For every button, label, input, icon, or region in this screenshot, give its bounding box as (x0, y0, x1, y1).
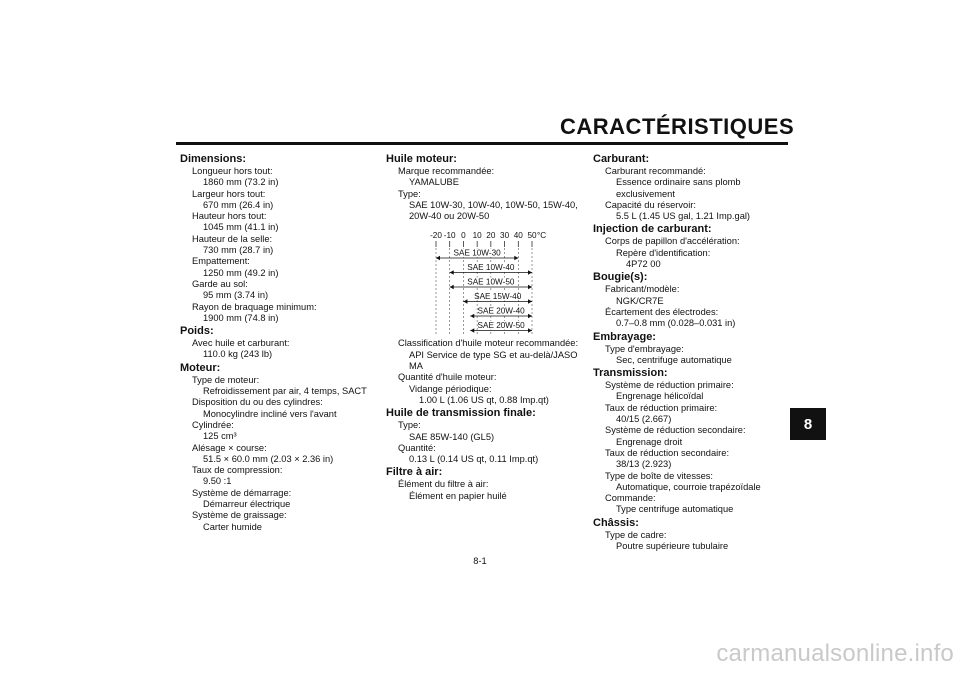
spec-value: 0.13 L (0.14 US qt, 0.11 Imp.qt) (409, 454, 539, 465)
spec-value: 9.50 :1 (203, 476, 232, 487)
watermark: carmanualsonline.info (716, 640, 954, 667)
spec-label: Système de graissage: (192, 510, 287, 521)
column-2 (386, 152, 586, 502)
spec-label: Alésage × course: (192, 442, 267, 453)
spec-value: YAMALUBE (409, 177, 459, 188)
transmission-heading: Transmission: (593, 367, 668, 380)
range-label: SAE 20W-50 (477, 321, 525, 331)
spec-label: Repère d'identification: (616, 247, 711, 258)
spec-value: Automatique, courroie trapézoïdale (616, 481, 761, 492)
filtre-heading: Filtre à air: (386, 466, 443, 479)
spec-value: 95 mm (3.74 in) (203, 290, 269, 301)
embrayage-heading: Embrayage: (593, 330, 656, 343)
spec-label: Hauteur hors tout: (192, 211, 267, 222)
spec-label: Fabricant/modèle: (605, 284, 680, 295)
spec-value: Engrenage hélicoïdal (616, 391, 704, 402)
range-arrow-left (470, 314, 474, 318)
spec-label: Empattement: (192, 256, 250, 267)
spec-value: Poutre supérieure tubulaire (616, 541, 729, 552)
dimensions-heading: Dimensions: (180, 153, 247, 165)
moteur-heading: Moteur: (180, 361, 221, 374)
section-tab[interactable]: 8 (790, 408, 826, 440)
x-tick-label: -10 (443, 231, 456, 241)
spec-value: 1900 mm (74.8 in) (203, 312, 279, 323)
spec-value: 730 mm (28.7 in) (203, 245, 274, 256)
spec-value: Essence ordinaire sans plomb (616, 177, 741, 188)
spec-value: 20W-40 ou 20W-50 (409, 211, 490, 222)
spec-label: Longueur hors tout: (192, 166, 273, 176)
range-label: SAE 10W-40 (467, 263, 515, 273)
spec-label: Taux de compression: (192, 465, 283, 476)
range-label: SAE 15W-40 (474, 292, 522, 302)
column-1 (180, 152, 376, 533)
spec-label: Avec huile et carburant: (192, 338, 290, 349)
spec-value: 1045 mm (41.1 in) (203, 222, 279, 233)
range-arrow-left (470, 329, 474, 333)
spec-value: 670 mm (26.4 in) (203, 199, 274, 210)
range-arrow-right (528, 314, 532, 318)
spec-label: Largeur hors tout: (192, 188, 266, 199)
spec-value: Monocylindre incliné vers l'avant (203, 408, 337, 419)
spec-value: 110.0 kg (243 lb) (203, 349, 273, 360)
spec-label: Taux de réduction secondaire: (605, 447, 730, 458)
spec-label: Type: (398, 188, 421, 199)
oil-viscosity-chart (400, 228, 570, 338)
range-arrow-right (528, 285, 532, 289)
range-arrow-right (528, 271, 532, 275)
x-tick-label: 20 (486, 231, 496, 241)
spec-value: API Service de type SG et au-delà/JASO (409, 349, 578, 360)
x-tick-label: 10 (472, 231, 482, 241)
range-arrow-left (436, 256, 440, 260)
spec-value: SAE 10W-30, 10W-40, 10W-50, 15W-40, (409, 199, 578, 210)
spec-value: 51.5 × 60.0 mm (2.03 × 2.36 in) (203, 453, 334, 464)
x-tick-label: -20 (430, 231, 442, 241)
spec-label: Système de réduction secondaire: (605, 425, 746, 436)
chassis-heading: Châssis: (593, 516, 639, 529)
spec-label: Taux de réduction primaire: (605, 402, 718, 413)
spec-label: Système de démarrage: (192, 487, 292, 498)
x-tick-label: 0 (461, 231, 466, 241)
spec-label: Cylindrée: (192, 419, 234, 430)
spec-value: Type centrifuge automatique (616, 504, 734, 515)
bougie-heading: Bougie(s): (593, 271, 648, 284)
spec-value: Refroidissement par air, 4 temps, SACT (203, 386, 367, 397)
spec-label: Carburant recommandé: (605, 166, 706, 176)
spec-value: 5.5 L (1.45 US gal, 1.21 Imp.gal) (616, 211, 751, 222)
page-number: 8-1 (473, 556, 487, 566)
spec-value: Sec, centrifuge automatique (616, 354, 732, 365)
spec-value: Élément en papier huilé (409, 490, 507, 501)
column-3 (593, 152, 789, 552)
range-arrow-left (463, 300, 467, 304)
spec-value: 40/15 (2.667) (616, 414, 672, 425)
spec-value: 1250 mm (49.2 in) (203, 267, 279, 278)
x-tick-label: 40 (513, 231, 523, 241)
spec-label: Hauteur de la selle: (192, 233, 273, 244)
spec-value: Carter humide (203, 521, 262, 532)
x-tick-label: 50 (527, 231, 537, 241)
spec-label: Élément du filtre à air: (398, 479, 489, 490)
x-tick-label: 30 (500, 231, 510, 241)
range-arrow-right (528, 300, 532, 304)
injection-heading: Injection de carburant: (593, 223, 712, 236)
spec-label: Commande: (605, 493, 656, 504)
spec-value: Démarreur électrique (203, 499, 291, 510)
spec-label: Quantité: (398, 442, 436, 453)
spec-label: Capacité du réservoir: (605, 199, 696, 210)
spec-value: 38/13 (2.923) (616, 459, 672, 470)
range-label: SAE 10W-50 (467, 277, 515, 287)
transmission-oil-heading: Huile de transmission finale: (386, 407, 536, 420)
spec-value: 0.7–0.8 mm (0.028–0.031 in) (616, 318, 736, 329)
spec-value: NGK/CR7E (616, 295, 664, 306)
unit-label: °C (537, 231, 547, 241)
spec-label: Type de boîte de vitesses: (605, 470, 714, 481)
spec-value: 1.00 L (1.06 US qt, 0.88 Imp.qt) (419, 394, 549, 405)
spec-value: SAE 85W-140 (GL5) (409, 431, 495, 442)
spec-label: Rayon de braquage minimum: (192, 301, 317, 312)
spec-value: 1860 mm (73.2 in) (203, 177, 279, 188)
spec-label: Type: (398, 420, 421, 431)
range-label: SAE 10W-30 (453, 248, 501, 258)
spec-label: Type de cadre: (605, 529, 667, 540)
huile-heading: Huile moteur: (386, 153, 457, 165)
spec-value: 4P72 00 (626, 259, 661, 270)
spec-label: Classification d'huile moteur recommandée: (398, 338, 579, 349)
range-arrow-right (528, 329, 532, 333)
range-label: SAE 20W-40 (477, 306, 525, 316)
spec-label: Disposition du ou des cylindres: (192, 397, 323, 408)
spec-label: Type de moteur: (192, 374, 260, 385)
spec-label: Écartement des électrodes: (605, 306, 719, 317)
spec-label: Corps de papillon d'accélération: (605, 236, 740, 247)
range-arrow-right (514, 256, 518, 260)
spec-value: exclusivement (616, 188, 675, 199)
spec-label: Vidange périodique: (409, 383, 492, 394)
spec-value: MA (409, 361, 423, 372)
range-arrow-left (450, 285, 454, 289)
spec-label: Type d'embrayage: (605, 343, 684, 354)
spec-value: 125 cm³ (203, 431, 237, 442)
carburant-heading: Carburant: (593, 153, 650, 165)
title-rule (176, 142, 788, 145)
range-arrow-left (450, 271, 454, 275)
spec-label: Marque recommandée: (398, 166, 495, 176)
poids-heading: Poids: (180, 325, 214, 338)
spec-label: Système de réduction primaire: (605, 380, 734, 391)
spec-label: Quantité d'huile moteur: (398, 372, 497, 383)
spec-label: Garde au sol: (192, 278, 248, 289)
page-title: CARACTÉRISTIQUES (560, 114, 795, 139)
spec-value: Engrenage droit (616, 436, 683, 447)
